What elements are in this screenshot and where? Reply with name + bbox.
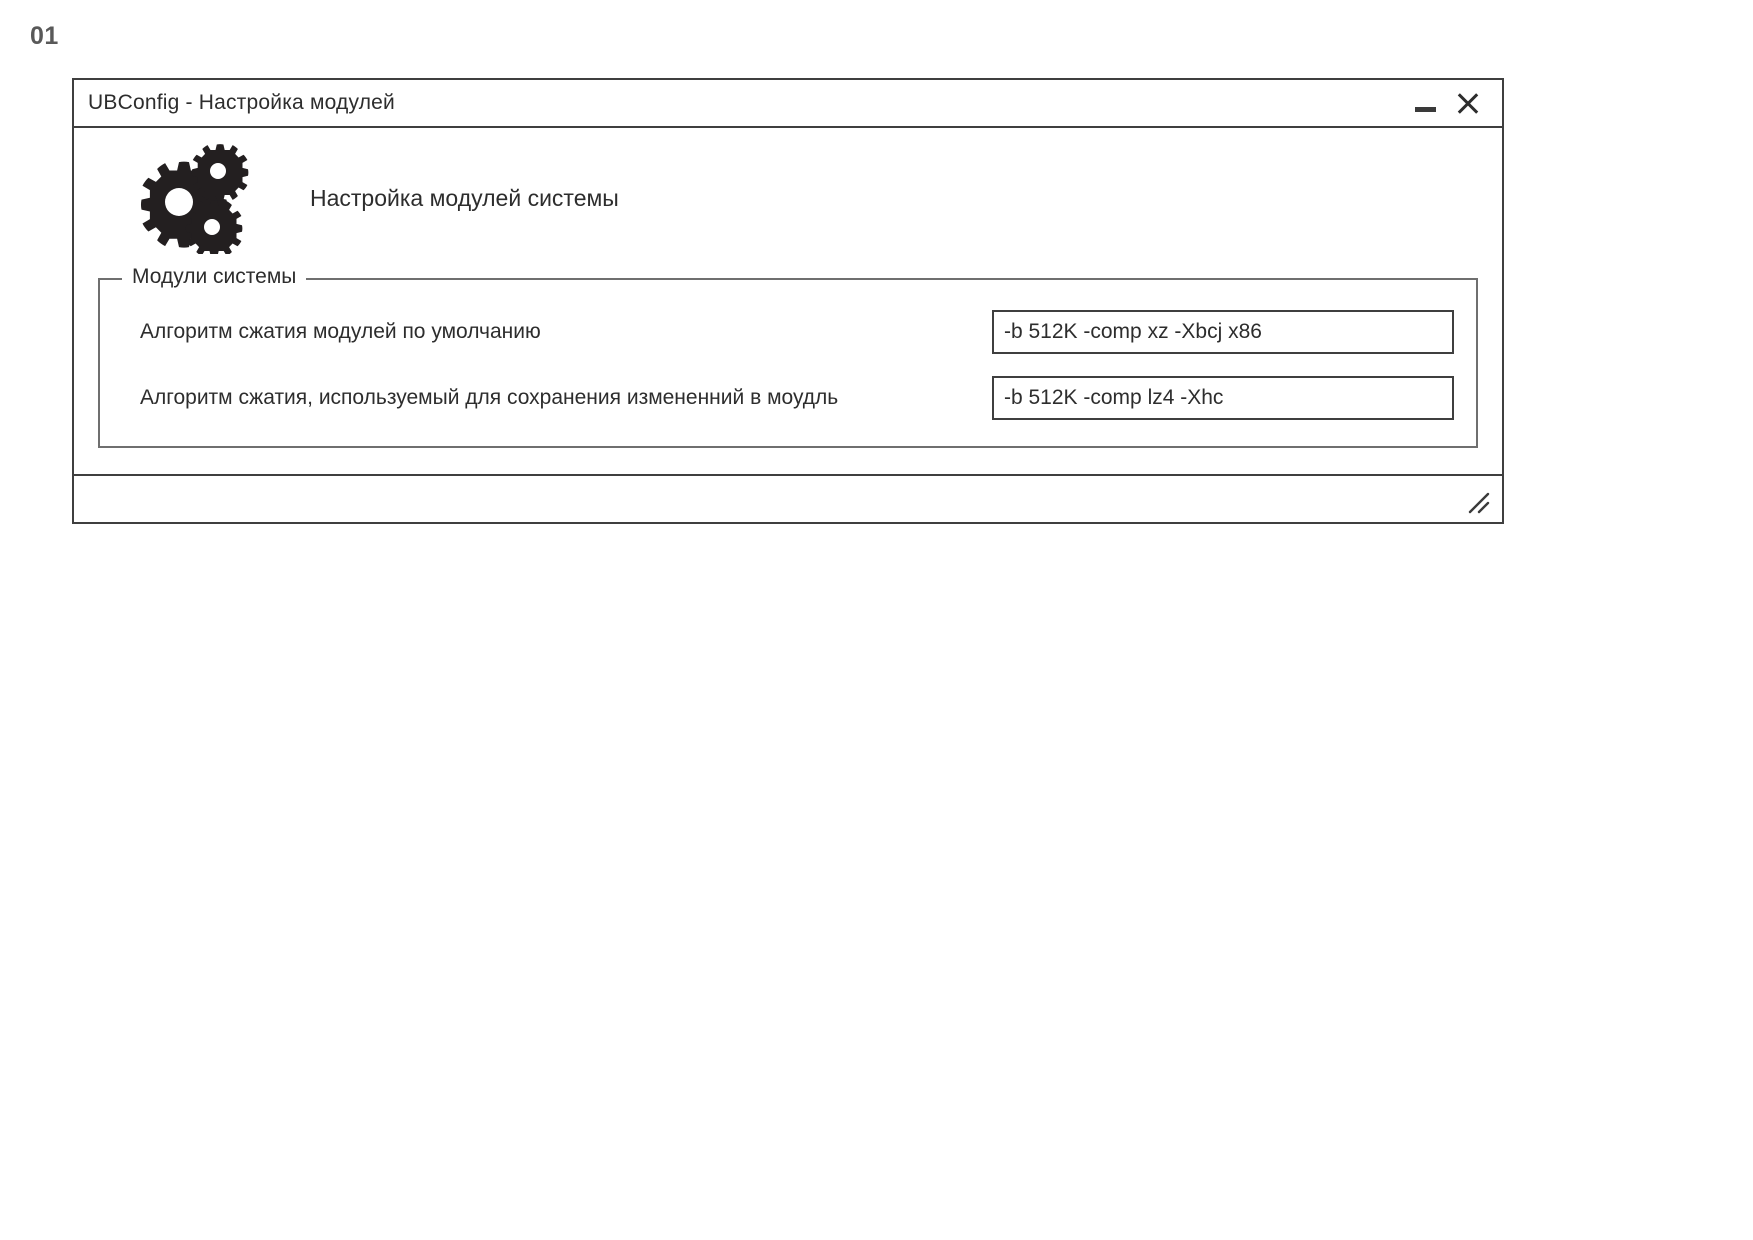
page-index: 01 <box>30 22 59 50</box>
resize-grip-icon[interactable] <box>1466 490 1492 516</box>
status-bar <box>74 474 1502 522</box>
save-compression-label: Алгоритм сжатия, используемый для сохранения измененний в моудль <box>140 386 839 409</box>
groupbox-legend: Модули системы <box>122 265 306 289</box>
field-row <box>122 376 1454 420</box>
field-row <box>122 310 1454 354</box>
system-modules-groupbox <box>98 265 1478 448</box>
header-row <box>74 128 1502 260</box>
header-caption: Настройка модулей системы <box>310 184 619 211</box>
close-icon <box>1455 91 1479 115</box>
default-compression-label: Алгоритм сжатия модулей по умолчанию <box>140 320 541 343</box>
window-title: UBConfig - Настройка модулей <box>88 91 395 114</box>
close-button[interactable] <box>1446 83 1488 123</box>
ubconfig-window <box>72 78 1504 524</box>
window-titlebar <box>74 80 1502 128</box>
gears-icon <box>122 142 252 254</box>
default-compression-input[interactable] <box>992 310 1454 354</box>
window-body <box>74 128 1502 522</box>
save-compression-input[interactable] <box>992 376 1454 420</box>
minimize-icon <box>1415 107 1436 112</box>
minimize-button[interactable] <box>1404 83 1446 123</box>
